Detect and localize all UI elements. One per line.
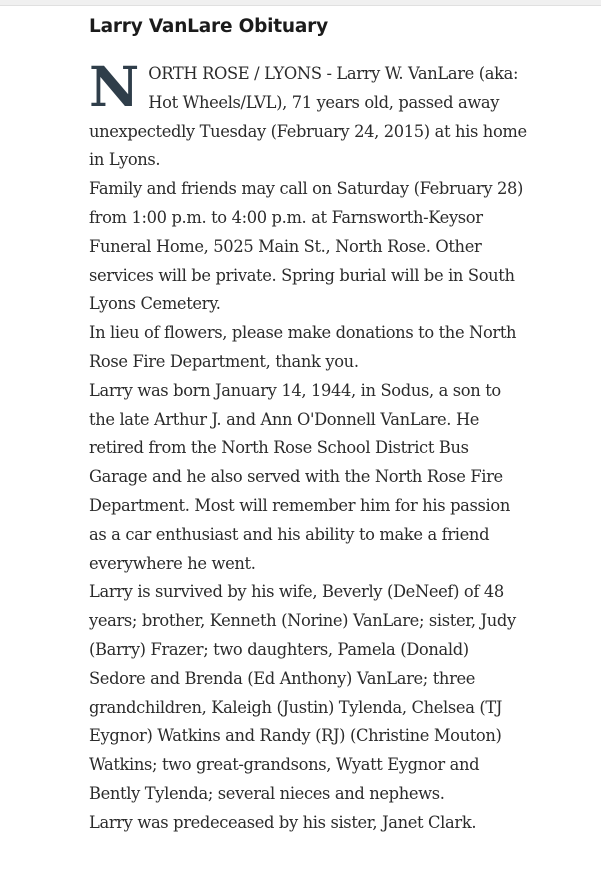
paragraph-1 [89,54,529,175]
paragraph-6: Larry was predeceased by his sister, Janet Clark. [89,812,477,832]
article-body [89,54,529,838]
top-divider [0,0,601,6]
paragraph-1-text: ORTH ROSE / LYONS - Larry W. VanLare (aka: Hot Wheels/LVL), 71 years old, passed away unexpectedly Tuesday (February 24, 2015) at his home in Lyons. [89,64,527,170]
paragraph-5: Larry is survived by his wife, Beverly (DeNeef) of 48 years; brother, Kenneth (Norine) VanLare; sister, Judy (Barry) Frazer; two daughters, Pamela (Donald) Sedore and Brenda (Ed Anthony) VanLare; three grandchildren, Kaleigh (Justin) Tylenda, Chelsea (TJ Eygnor) Watkins and Randy (RJ) (Christine Mouton) Watkins; two great-grandsons, Wyatt Eygnor and Bently Tylenda; several nieces and nephews. [89,582,516,803]
paragraph-2: Family and friends may call on Saturday (February 28) from 1:00 p.m. to 4:00 p.m. at Farnsworth-Keysor Funeral Home, 5025 Main St., North Rose. Other services will be private. Spring burial will be in South Lyons Cemetery. [89,179,524,314]
article-title: Larry VanLare Obituary [89,16,328,37]
drop-cap: N [89,54,140,119]
paragraph-4: Larry was born January 14, 1944, in Sodus, a son to the late Arthur J. and Ann O'Donnell VanLare. He retired from the North Rose School District Bus Garage and he also served with the North Rose Fire Department. Most will remember him for his passion as a car enthusiast and his ability to make a friend everywhere he went. [89,380,510,573]
paragraph-3: In lieu of flowers, please make donations to the North Rose Fire Department, thank you. [89,323,517,371]
obituary-article [89,14,529,838]
